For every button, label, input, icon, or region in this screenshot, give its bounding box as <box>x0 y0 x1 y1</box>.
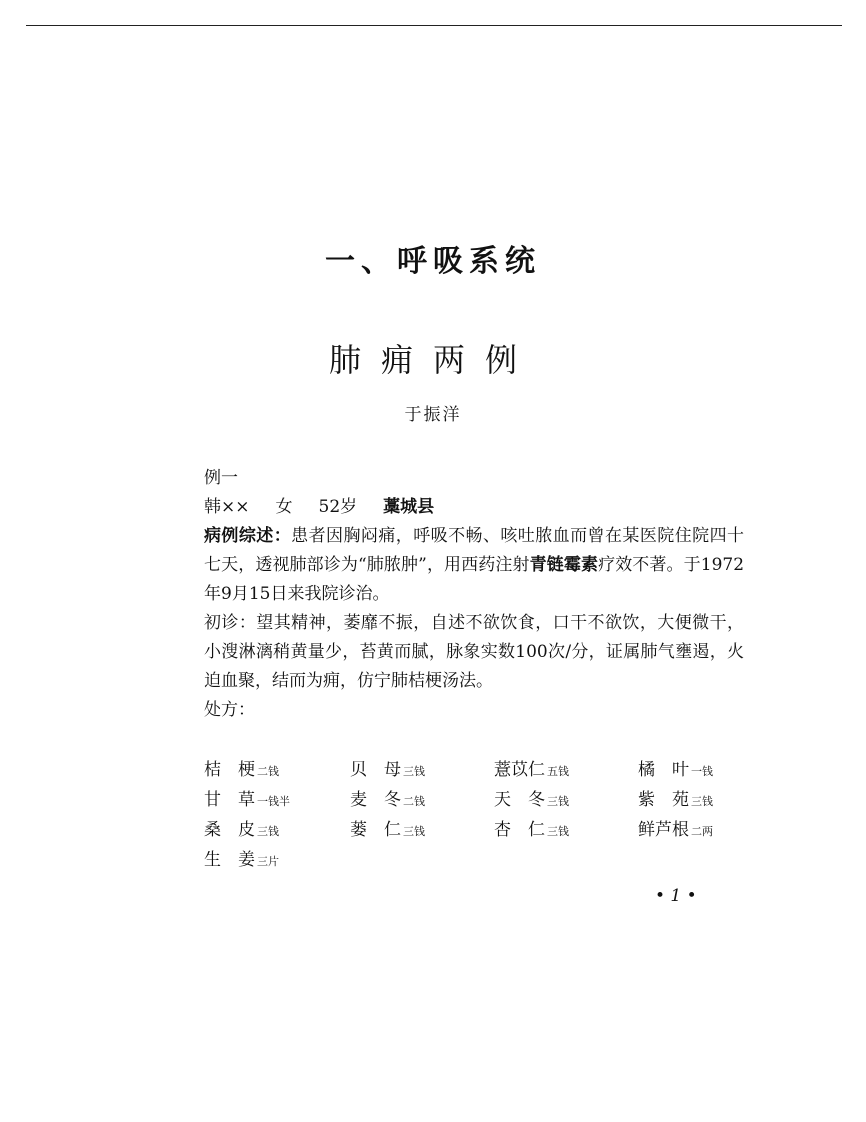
prescription-item <box>204 819 350 843</box>
herb-name: 紫 苑 <box>638 790 689 810</box>
herb-dose: 三钱 <box>547 795 569 808</box>
prescription-item <box>204 789 350 813</box>
herb-dose: 二两 <box>691 825 713 838</box>
page-number: • 1 • <box>655 886 697 906</box>
prescription-item <box>350 789 494 813</box>
herb-dose: 三钱 <box>547 825 569 838</box>
herb-name: 桑 皮 <box>204 820 255 840</box>
prescription-item <box>638 789 764 813</box>
patient-place: 藁城县 <box>383 497 435 517</box>
prescription-item <box>204 849 350 873</box>
herb-dose: 三钱 <box>257 825 279 838</box>
herb-name: 甘 草 <box>204 790 255 810</box>
summary-bold: 青链霉素 <box>529 555 599 575</box>
herb-dose: 三钱 <box>403 825 425 838</box>
first-visit: 初诊：望其精神，萎靡不振，自述不欲饮食，口干不欲饮，大便微干，小溲淋漓稍黄量少，苔黄而腻，脉象实数100次/分，证属肺气壅遏，火迫血聚，结而为痈，仿宁肺桔梗汤法。 <box>204 613 744 691</box>
herb-name: 贝 母 <box>350 760 401 780</box>
herb-dose: 一钱 <box>691 765 713 778</box>
prescription-item <box>494 819 638 843</box>
prescription-item <box>350 819 494 843</box>
herb-dose: 三钱 <box>691 795 713 808</box>
herb-name: 天 冬 <box>494 790 545 810</box>
prescription-item <box>494 789 638 813</box>
author: 于振洋 <box>404 405 462 425</box>
summary-text: 患者因胸闷痛，呼吸不畅、咳吐脓血而曾在某医院住院四十七天，透视肺部诊为“肺脓肿”，用西药注射 <box>204 526 745 575</box>
herb-name: 薏苡仁 <box>494 760 545 780</box>
top-rule <box>26 25 842 26</box>
prescription-item <box>638 819 764 843</box>
patient-name: 韩×× <box>204 497 250 517</box>
prescription-item <box>494 759 638 783</box>
herb-dose: 三钱 <box>403 765 425 778</box>
patient-sex: 女 <box>275 497 293 517</box>
summary-tail: 疗效不著。于1972年9月15日来我院诊治。 <box>204 555 745 604</box>
article-body <box>168 464 744 725</box>
herb-dose: 二钱 <box>257 765 279 778</box>
herb-name: 橘 叶 <box>638 760 689 780</box>
herb-dose: 一钱半 <box>257 795 290 808</box>
herb-name: 鲜芦根 <box>638 820 689 840</box>
herb-dose: 三片 <box>257 855 279 868</box>
prescription-label: 处方： <box>204 700 255 720</box>
section-title: 一、呼吸系统 <box>325 244 541 279</box>
herb-name: 生 姜 <box>204 850 255 870</box>
herb-name: 蒌 仁 <box>350 820 401 840</box>
prescription-item <box>638 759 764 783</box>
patient-info <box>168 493 744 522</box>
prescription-item <box>350 759 494 783</box>
patient-age: 52岁 <box>318 497 358 517</box>
herb-dose: 五钱 <box>547 765 569 778</box>
case-summary <box>168 522 744 609</box>
prescription-list <box>204 759 764 873</box>
case-label: 例一 <box>204 468 238 488</box>
herb-name: 桔 梗 <box>204 760 255 780</box>
summary-label: 病例综述： <box>204 526 292 546</box>
herb-name: 麦 冬 <box>350 790 401 810</box>
prescription-item <box>204 759 350 783</box>
herb-name: 杏 仁 <box>494 820 545 840</box>
article-title: 肺痈两例 <box>328 341 537 379</box>
herb-dose: 二钱 <box>403 795 425 808</box>
